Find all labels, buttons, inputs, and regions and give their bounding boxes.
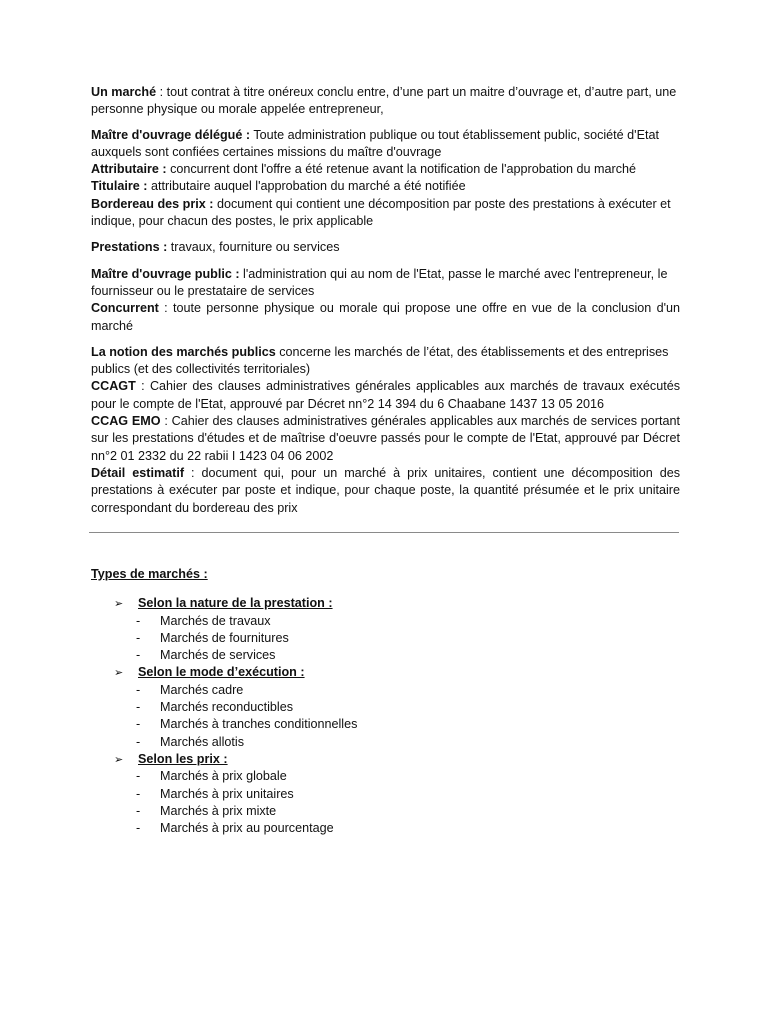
category-label: Selon les prix : bbox=[138, 751, 228, 766]
definition-term: Attributaire : bbox=[91, 162, 167, 177]
list-item-label: Marchés de travaux bbox=[160, 613, 271, 628]
list-item bbox=[91, 786, 680, 803]
definition-ccagt bbox=[91, 378, 680, 413]
definition-term: Maître d'ouvrage délégué : bbox=[91, 127, 251, 142]
list-item-label: Marchés à prix au pourcentage bbox=[160, 821, 334, 836]
dash-bullet: - bbox=[136, 786, 141, 801]
dash-bullet: - bbox=[136, 682, 141, 697]
definition-attributaire bbox=[91, 161, 680, 178]
definition-concurrent bbox=[91, 300, 680, 335]
list-item-label: Marchés à prix unitaires bbox=[160, 786, 294, 801]
definition-text: tout contrat à titre onéreux conclu entre, d’une part un maitre d’ouvrage et, d’autre part, une personne physique ou morale appelée entrepreneur, bbox=[91, 85, 677, 117]
category-nature bbox=[91, 595, 680, 612]
definition-term: CCAG EMO bbox=[91, 414, 161, 429]
list-item bbox=[91, 630, 680, 647]
list-item-label: Marchés cadre bbox=[160, 682, 244, 697]
definition-text: l'administration qui au nom de l'Etat, passe le marché avec l'entrepreneur, le fournisseur ou le prestataire de services bbox=[91, 266, 668, 298]
definition-text: document qui, pour un marché à prix unitaires, contient une décomposition des prestations à exécuter par poste et indique, pour chaque poste, la quantité présumée et le prix unitaire correspondant du bordereau des prix bbox=[91, 465, 680, 515]
definition-term: Maître d'ouvrage public : bbox=[91, 266, 240, 281]
list-item bbox=[91, 716, 680, 733]
definition-term: Détail estimatif bbox=[91, 465, 185, 480]
dash-bullet: - bbox=[136, 769, 141, 784]
list-item bbox=[91, 699, 680, 716]
definition-marche bbox=[91, 84, 680, 119]
definition-term: CCAGT bbox=[91, 379, 136, 394]
list-item bbox=[91, 613, 680, 630]
category-mode-execution bbox=[91, 664, 680, 681]
types-section bbox=[91, 566, 680, 837]
definition-term: Prestations : bbox=[91, 240, 168, 255]
definition-moa-public bbox=[91, 266, 680, 301]
definition-text: concerne les marchés de l’état, des établissements et des entreprises publics (et des collectivités territoriales) bbox=[91, 344, 669, 377]
definition-titulaire bbox=[91, 178, 680, 195]
definition-ccag-emo bbox=[91, 413, 680, 465]
list-item bbox=[91, 682, 680, 699]
definition-text: concurrent dont l'offre a été retenue avant la notification de l'approbation du marché bbox=[170, 162, 637, 177]
list-item bbox=[91, 734, 680, 751]
dash-bullet: - bbox=[136, 717, 141, 732]
list-item-label: Marchés allotis bbox=[160, 734, 244, 749]
definition-separator: : bbox=[158, 301, 173, 316]
definition-term: Bordereau des prix : bbox=[91, 196, 214, 211]
list-item bbox=[91, 820, 680, 837]
definition-term: Concurrent bbox=[91, 301, 159, 316]
arrow-bullet-icon: ➢ bbox=[114, 597, 124, 611]
category-label: Selon la nature de la prestation : bbox=[138, 596, 333, 611]
list-item bbox=[91, 768, 680, 785]
dash-bullet: - bbox=[136, 648, 141, 663]
definition-detail-estimatif bbox=[91, 465, 680, 517]
definition-text: attributaire auquel l'approbation du marché a été notifiée bbox=[150, 179, 466, 194]
arrow-bullet-icon: ➢ bbox=[114, 666, 124, 680]
definition-text: Cahier des clauses administratives générales applicables aux marchés de travaux exécutés pour le compte de l'Etat, approuvé par Décret nn°2 14 394 du 6 Chaabane 1437 13 05 2016 bbox=[91, 379, 680, 411]
definition-text: Cahier des clauses administratives générales applicables aux marchés de services portant sur les prestations d'études et de maîtrise d'oeuvre passés pour le compte de l'Etat, approuvé par Décret nn°2 01 2332 du 22 rabii I 1423 04 06 2002 bbox=[91, 414, 681, 463]
list-item-label: Marchés de fournitures bbox=[160, 630, 289, 645]
list-item bbox=[91, 803, 680, 820]
definition-text: travaux, fourniture ou services bbox=[170, 240, 340, 255]
list-item-label: Marchés de services bbox=[160, 648, 276, 663]
arrow-bullet-icon: ➢ bbox=[114, 752, 124, 766]
definition-term: La notion des marchés publics bbox=[91, 344, 276, 359]
definition-text: document qui contient une décomposition par poste des prestations à exécuter et indique, pour chacun des postes, le prix applicable bbox=[91, 196, 671, 229]
list-item-label: Marchés à prix mixte bbox=[160, 803, 277, 818]
definition-separator: : bbox=[160, 414, 172, 429]
definition-term: Titulaire : bbox=[91, 179, 148, 194]
dash-bullet: - bbox=[136, 700, 141, 715]
types-title: Types de marchés : bbox=[91, 567, 208, 581]
dash-bullet: - bbox=[136, 613, 141, 628]
definition-separator: : bbox=[184, 465, 202, 480]
dash-bullet: - bbox=[136, 821, 141, 836]
category-prix bbox=[91, 751, 680, 768]
horizontal-divider bbox=[89, 532, 679, 533]
list-item-label: Marchés reconductibles bbox=[160, 700, 293, 715]
list-item bbox=[91, 647, 680, 664]
dash-bullet: - bbox=[136, 803, 141, 818]
definition-notion bbox=[91, 344, 680, 379]
definition-moa-delegue bbox=[91, 127, 680, 162]
definition-term: Un marché bbox=[91, 85, 157, 99]
definition-prestations bbox=[91, 239, 680, 256]
category-label: Selon le mode d’exécution : bbox=[138, 665, 305, 680]
definition-text: Toute administration publique ou tout établissement public, société d'Etat auxquels sont confiées certaines missions du maître d'ouvrage bbox=[91, 127, 659, 159]
definition-separator: : bbox=[135, 379, 150, 394]
definitions-section bbox=[91, 84, 680, 517]
dash-bullet: - bbox=[136, 630, 141, 645]
definition-text: toute personne physique ou morale qui propose une offre en vue de la conclusion d'un marché bbox=[91, 301, 680, 333]
dash-bullet: - bbox=[136, 734, 141, 749]
list-item-label: Marchés à prix globale bbox=[160, 769, 287, 784]
definition-separator: : bbox=[156, 85, 167, 99]
definition-bordereau bbox=[91, 196, 680, 231]
list-item-label: Marchés à tranches conditionnelles bbox=[160, 717, 358, 732]
